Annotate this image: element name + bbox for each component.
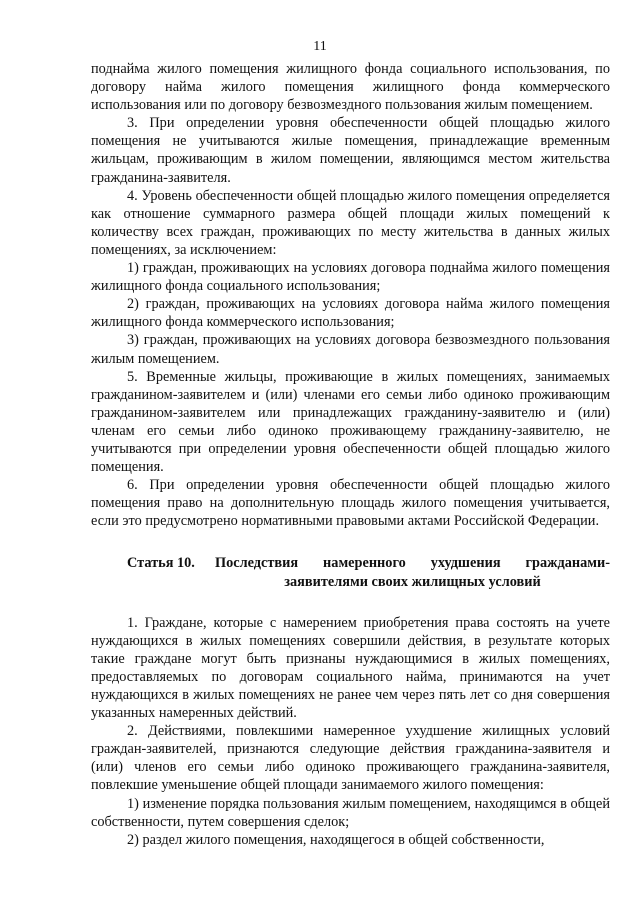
article-paragraph-1: 1. Граждане, которые с намерением приобретения права состоять на учете нуждающихся в жилых помещениях совершили действия, в результате которых такие граждане могут быть признаны нуждающимися в жилых помещениях, предоставляемых по договорам социального найма, принимаются на учет нуждающихся в жилых помещениях не ранее чем через пять лет со дня совершения указанных намеренных действий. — [91, 614, 610, 722]
article-paragraph-2: 2. Действиями, повлекшими намеренное ухудшение жилищных условий граждан-заявителей, признаются следующие действия гражданина-заявителя и (или) членов его семьи либо одиноко проживающего гражданина-заявителя, повлекшие уменьшение общей площади занимаемого жилого помещения: — [91, 723, 610, 794]
article-title: Последствия намеренного ухудшения гражданами-заявителями своих жилищных условий — [215, 555, 610, 590]
paragraph-4: 4. Уровень обеспеченности общей площадью жилого помещения определяется как отношение суммарного размера общей площади жилых помещений к количеству всех граждан, проживающих по месту жительства в данных жилых помещениях, за исключением: — [91, 187, 610, 258]
paragraph-6: 6. При определении уровня обеспеченности общей площадью жилого помещения право на дополнительную площадь жилого помещения учитывается, если это предусмотрено нормативными правовыми актами Российской Федерации. — [91, 477, 610, 530]
paragraph-4-item-2: 2) граждан, проживающих на условиях договора найма жилого помещения жилищного фонда коммерческого использования; — [91, 296, 610, 331]
document-body — [91, 60, 610, 849]
article-paragraph-2-item-2: 2) раздел жилого помещения, находящегося в общей собственности, — [127, 831, 545, 848]
page-number: 11 — [313, 39, 327, 54]
article-number: Статья 10. — [127, 555, 195, 572]
article-heading — [91, 554, 610, 590]
paragraph-4-item-3: 3) граждан, проживающих на условиях договора безвозмездного пользования жилым помещением. — [91, 332, 610, 367]
paragraph-3: 3. При определении уровня обеспеченности общей площадью жилого помещения не учитываются жилые помещения, принадлежащие временным жильцам, проживающим в жилом помещении, являющимся местом жительства гражданина-заявителя. — [91, 115, 610, 186]
paragraph-continuation: поднайма жилого помещения жилищного фонда социального использования, по договору найма жилого помещения жилищного фонда коммерческого использования или по договору безвозмездного пользования жилым помещением. — [91, 61, 610, 114]
paragraph-5: 5. Временные жильцы, проживающие в жилых помещениях, занимаемых гражданином-заявителем и (или) членами его семьи либо одиноко проживающим гражданином-заявителем или принадлежащих гражданину-заявителю и (или) членам его семьи либо одиноко проживающему гражданину-заявителю, не учитываются при определении уровня обеспеченности общей площадью жилого помещения. — [91, 368, 610, 476]
article-paragraph-2-item-1: 1) изменение порядка пользования жилым помещением, находящимся в общей собственности, путем совершения сделок; — [91, 795, 610, 830]
paragraph-4-item-1: 1) граждан, проживающих на условиях договора поднайма жилого помещения жилищного фонда социального использования; — [91, 260, 610, 295]
